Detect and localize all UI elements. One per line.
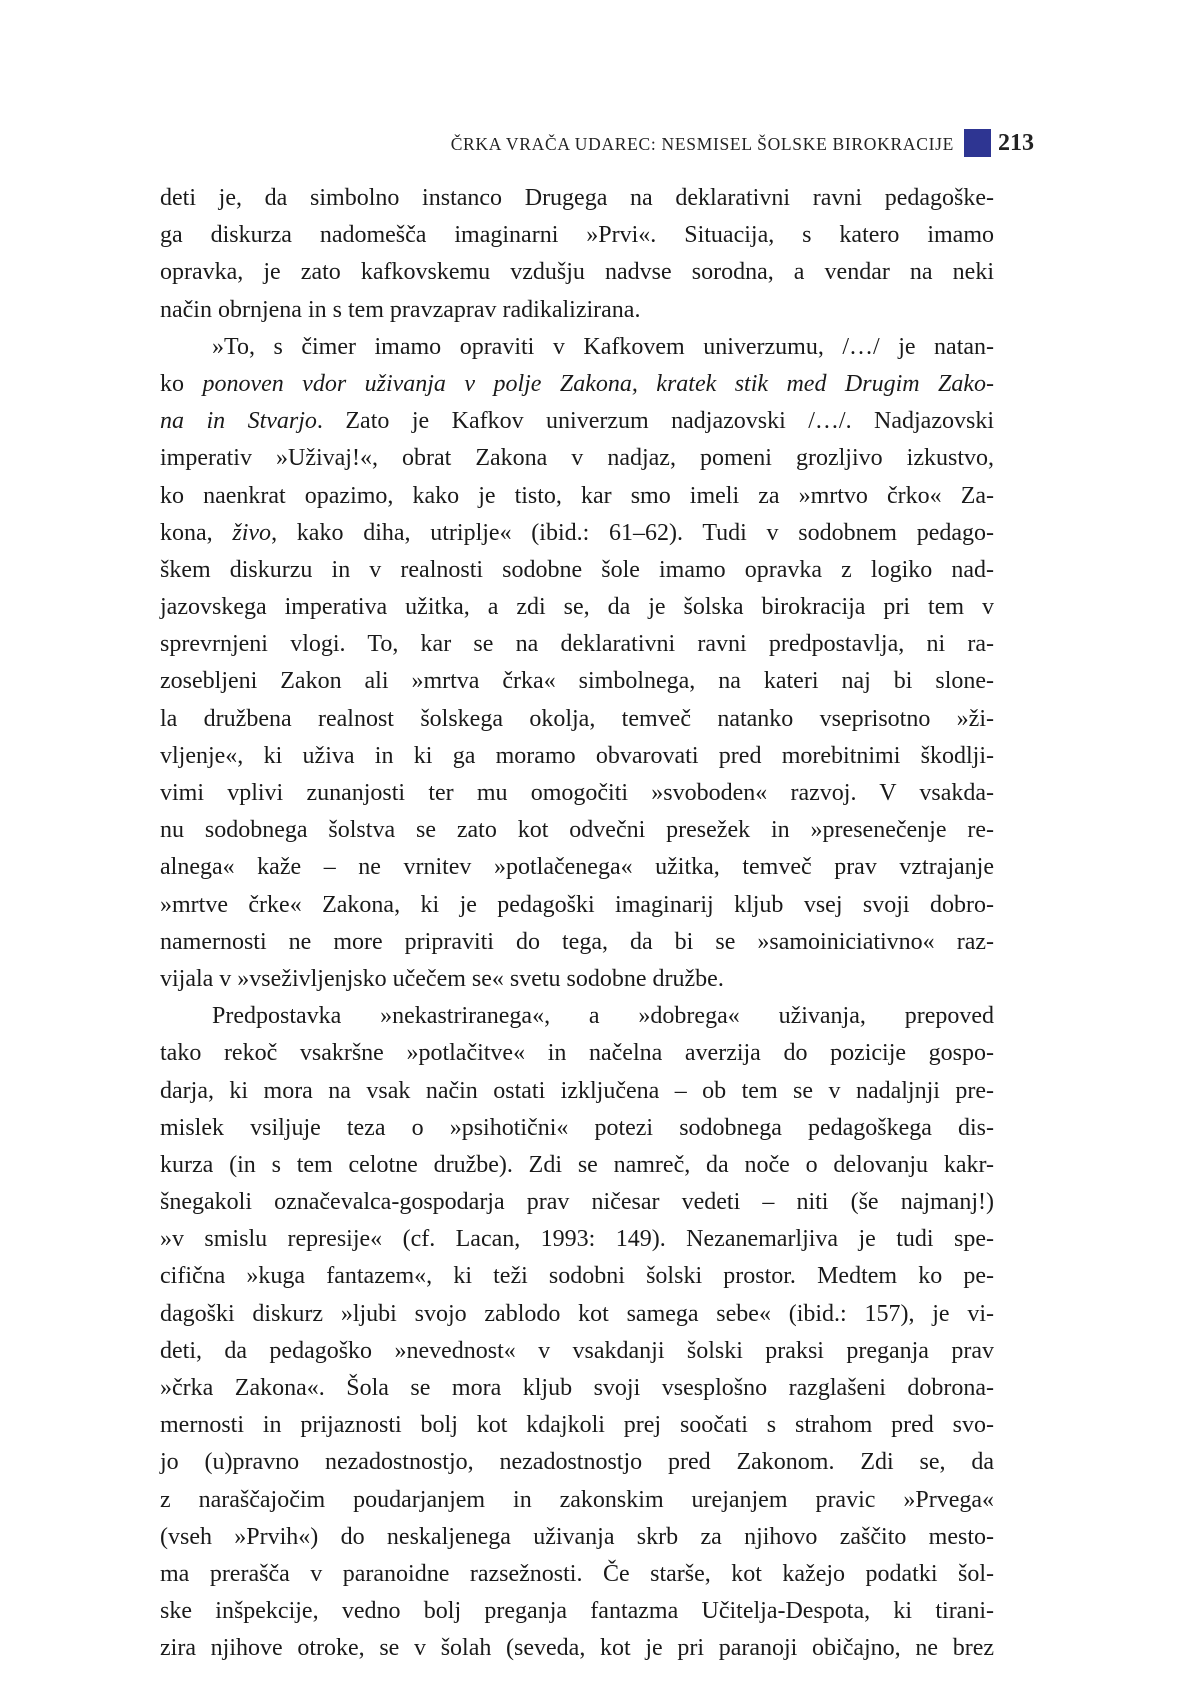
- text-line: ga diskurza nadomešča imaginarni »Prvi«. Situacija, s katero imamo: [160, 222, 994, 249]
- text-line: nu sodobnega šolstva se zato kot odvečni presežek in »presenečenje re-: [160, 817, 994, 844]
- text-line: tako rekoč vsakršne »potlačitve« in načelna averzija do pozicije gospo-: [160, 1040, 994, 1067]
- italic-text-run: na in Stvarjo: [160, 408, 317, 435]
- running-title: ČRKA VRAČA UDAREC: NESMISEL ŠOLSKE BIROKRACIJE: [450, 134, 954, 154]
- text-line: dagoški diskurz »ljubi svojo zablodo kot samega sebe« (ibid.: 157), je vi-: [160, 1300, 994, 1327]
- italic-text-run: živo: [232, 519, 272, 546]
- text-run: kona,: [160, 519, 233, 546]
- text-line: »v smislu represije« (cf. Lacan, 1993: 149). Nezanemarljiva je tudi spe-: [160, 1226, 994, 1253]
- text-line: [160, 403, 994, 440]
- text-line: ma preraščа v paranoidne razsežnosti. Če starše, kot kažejo podatki šol-: [160, 1560, 994, 1587]
- text-line: sprevrnjeni vlogi. To, kar se na deklarativni ravni predpostavlja, ni ra-: [160, 631, 994, 658]
- text-line: z naraščajočim poudarjanjem in zakonskim urejanjem pravic »Prvega«: [160, 1486, 994, 1513]
- text-line: la družbena realnost šolskega okolja, temveč natanko vseprisotno »ži-: [160, 705, 994, 732]
- body-text: [160, 180, 994, 1668]
- header-accent-square: [964, 129, 991, 157]
- text-line: škem diskurzu in v realnosti sodobne šole imamo opravka z logiko nad-: [160, 556, 994, 583]
- text-line: ske inšpekcije, vedno bolj preganja fantazma Učitelja-Despota, ki tirani-: [160, 1598, 994, 1625]
- text-line: darja, ki mora na vsak način ostati izključena – ob tem se v nadaljnji pre-: [160, 1077, 994, 1104]
- italic-text-run: ponoven vdor uživanja v polje Zakona, kratek stik med Drugim Zako-: [202, 370, 994, 397]
- text-line: [160, 366, 994, 403]
- text-line: mislek vsiljuje teza o »psihotični« potezi sodobnega pedagoškega dis-: [160, 1114, 994, 1141]
- text-line: kurza (in s tem celotne družbe). Zdi se namreč, da noče o delovanju kakr-: [160, 1151, 994, 1178]
- page-number: 213: [998, 130, 1034, 156]
- text-line: način obrnjena in s tem pravzaprav radikalizirana.: [160, 296, 641, 323]
- text-line: mernosti in prijaznosti bolj kot kdajkoli prej soočati s strahom pred svo-: [160, 1412, 994, 1439]
- text-line: jo (u)pravno nezadostnostjo, nezadostnostjo pred Zakonom. Zdi se, da: [160, 1449, 994, 1476]
- text-run: , kako diha, utriplje« (ibid.: 61–62). Tudi v sodobnem pedago-: [271, 519, 994, 546]
- text-line: namernosti ne more pripraviti do tega, da bi se »samoiniciativno« raz-: [160, 928, 994, 955]
- text-line: ko naenkrat opazimo, kako je tisto, kar smo imeli za »mrtvo črko« Za-: [160, 482, 994, 509]
- text-line: vljenje«, ki uživa in ki ga moramo obvarovati pred morebitnimi škodlji-: [160, 742, 994, 769]
- text-line: deti, da pedagoško »nevednost« v vsakdanji šolski praksi preganja prav: [160, 1337, 994, 1364]
- text-line: deti je, da simbolno instanco Drugega na deklarativni ravni pedagoške-: [160, 185, 994, 211]
- text-run: . Zato je Kafkov univerzum nadjazovski /…/. Nadjazovski: [316, 408, 994, 435]
- text-line: »mrtve črke« Zakona, ki je pedagoški imaginarij kljub vsej svoji dobro-: [160, 891, 994, 918]
- text-line: opravka, je zato kafkovskemu vzdušju nadvse sorodna, a vendar na neki: [160, 259, 994, 286]
- text-line: (vseh »Prvih«) do neskaljenega uživanja skrb za njihovo zaščito mesto-: [160, 1523, 994, 1550]
- text-line: cifična »kuga fantazem«, ki teži sodobni šolski prostor. Medtem ko pe-: [160, 1263, 994, 1290]
- text-line: vijala v »vseživljenjsko učečem se« svetu sodobne družbe.: [160, 965, 724, 992]
- text-line: [160, 515, 994, 552]
- text-line: šnegakoli označevalca-gospodarja prav ničesar vedeti – niti (še najmanj!): [160, 1189, 994, 1216]
- text-run: ko: [160, 370, 203, 397]
- text-line: »To, s čimer imamo opraviti v Kafkovem univerzumu, /…/ je natan-: [212, 333, 994, 360]
- text-line: vimi vplivi zunanjosti ter mu omogočiti »svoboden« razvoj. V vsakda-: [160, 780, 994, 806]
- text-line: zira njihove otroke, se v šolah (seveda, kot je pri paranoji običajno, ne brez: [160, 1635, 994, 1662]
- text-line: imperativ »Uživaj!«, obrat Zakona v nadjaz, pomeni grozljivo izkustvo,: [160, 445, 994, 472]
- text-line: jazovskega imperativa užitka, a zdi se, da je šolska birokracija pri tem v: [160, 594, 994, 621]
- text-line: »črka Zakona«. Šola se mora kljub svoji vsesplošno razglašeni dobrona-: [160, 1375, 994, 1401]
- text-line: alnega« kaže – ne vrnitev »potlačenega« užitka, temveč prav vztrajanje: [160, 854, 994, 881]
- text-line: Predpostavka »nekastriranega«, a »dobrega« uživanja, prepoved: [212, 1003, 994, 1030]
- text-line: zosebljeni Zakon ali »mrtva črka« simbolnega, na kateri naj bi slone-: [160, 668, 994, 695]
- running-header: [160, 131, 1034, 161]
